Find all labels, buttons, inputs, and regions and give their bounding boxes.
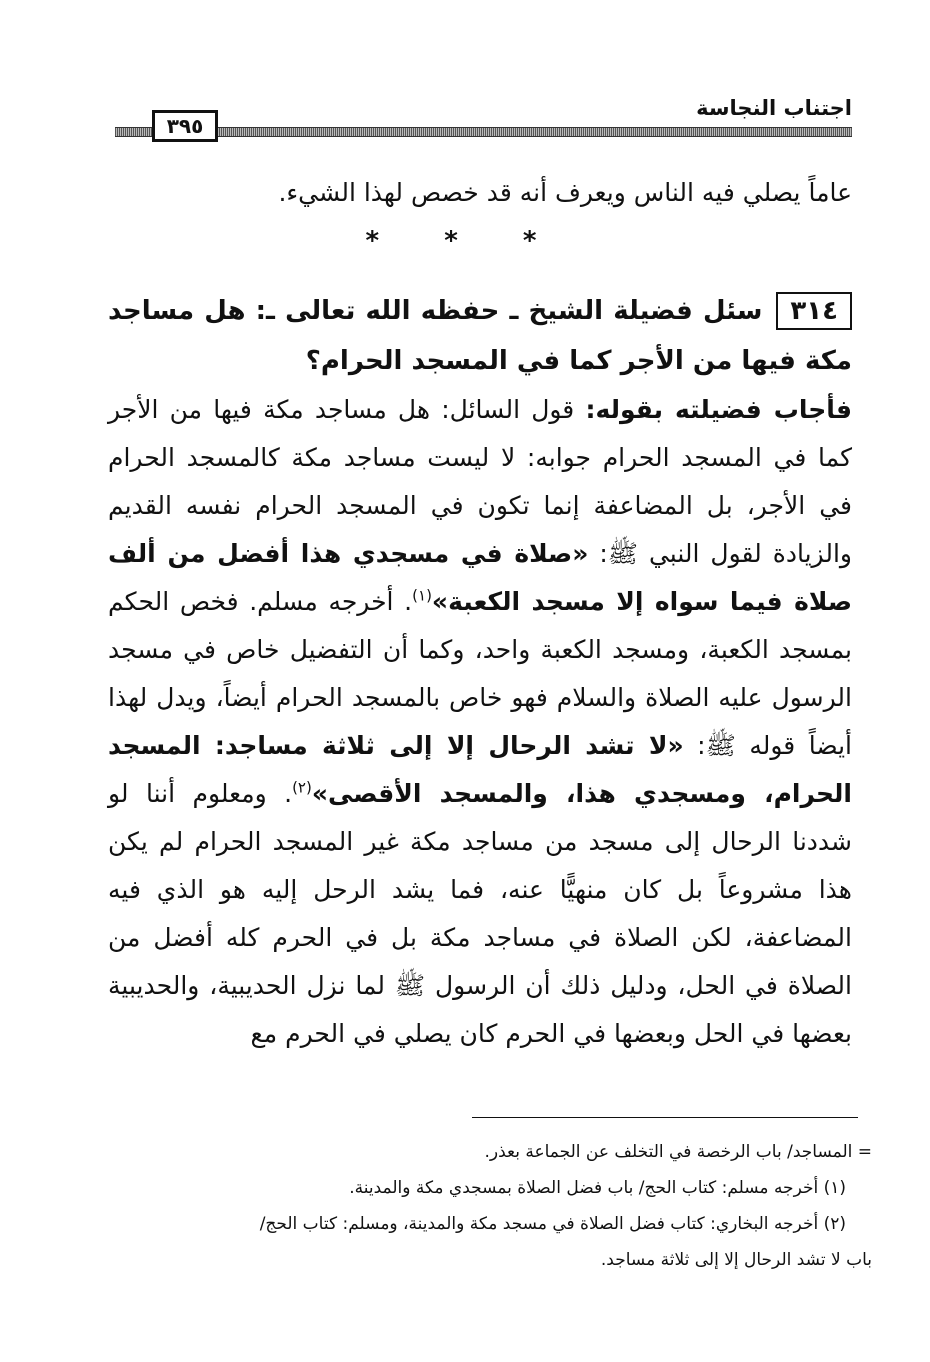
- section-separator: * * *: [365, 226, 565, 256]
- page-number: ٣٩٥: [152, 110, 218, 142]
- footnote-2-line-1: (٢) أخرجه البخاري: كتاب فضل الصلاة في مسجد مكة والمدينة، ومسلم: كتاب الحج/: [259, 1214, 846, 1234]
- question-number: ٣١٤: [776, 292, 852, 330]
- hadith-quote-1: «صلاة في مسجدي هذا أفضل من ألف صلاة فيما سواه إلا مسجد الكعبة»: [108, 539, 852, 616]
- header-rule: [115, 127, 852, 137]
- continuation-line: عاماً يصلي فيه الناس ويعرف أنه قد خصص لهذا الشيء.: [278, 178, 852, 207]
- answer-text-3: . ومعلوم أننا لو شددنا الرحال إلى مسجد من مساجد مكة غير المسجد الحرام لم يكن هذا مشروعاً بل كان منهيًّا عنه، فما يشد الرحل إليه هو الذي فيه المضاعفة، لكن الصلاة في مساجد مكة بل في الحرم كله أفضل من الصلاة في الحل، ودليل ذلك أن الرسول ﷺ لما نزل الحديبية، والحديبية بعضها في الحل وبعضها في الحرم كان يصلي في الحرم مع: [108, 779, 852, 1048]
- footnote-1: (١) أخرجه مسلم: كتاب الحج/ باب فضل الصلاة بمسجدي مكة والمدينة.: [349, 1178, 846, 1198]
- running-header-title: اجتناب النجاسة: [696, 96, 852, 120]
- answer-paragraph: [108, 386, 852, 1058]
- footnote-ref-1: (١): [412, 586, 432, 605]
- footnotes: [108, 1134, 872, 1278]
- answer-intro: فأجاب فضيلته بقوله:: [585, 395, 853, 424]
- footnote-continuation: = المساجد/ باب الرخصة في التخلف عن الجماعة بعذر.: [484, 1142, 872, 1162]
- question-text: سئل فضيلة الشيخ ـ حفظه الله تعالى ـ: هل مساجد مكة فيها من الأجر كما في المسجد الحرام؟: [108, 296, 852, 376]
- footnote-ref-2: (٢): [292, 778, 312, 797]
- footnote-2-line-2: باب لا تشد الرحال إلا إلى ثلاثة مساجد.: [600, 1250, 872, 1270]
- answer-text-1: قول السائل: هل مساجد مكة فيها من الأجر كما في المسجد الحرام جوابه: لا ليست مساجد مكة كالمسجد الحرام في الأجر، بل المضاعفة إنما تكون في المسجد الحرام نفسه القديم والزيادة لقول النبي ﷺ:: [108, 395, 852, 568]
- question-paragraph: [108, 286, 852, 386]
- footnote-separator-rule: [472, 1117, 858, 1118]
- hadith-quote-2: «لا تشد الرحال إلا إلى ثلاثة مساجد: المسجد الحرام، ومسجدي هذا، والمسجد الأقصى»: [108, 731, 852, 808]
- answer-text-2: . أخرجه مسلم. فخص الحكم بمسجد الكعبة، ومسجد الكعبة واحد، وكما أن التفضيل خاص في مسجد الرسول عليه الصلاة والسلام فهو خاص بالمسجد الحرام أيضاً، ويدل لهذا أيضاً قوله ﷺ:: [108, 587, 852, 760]
